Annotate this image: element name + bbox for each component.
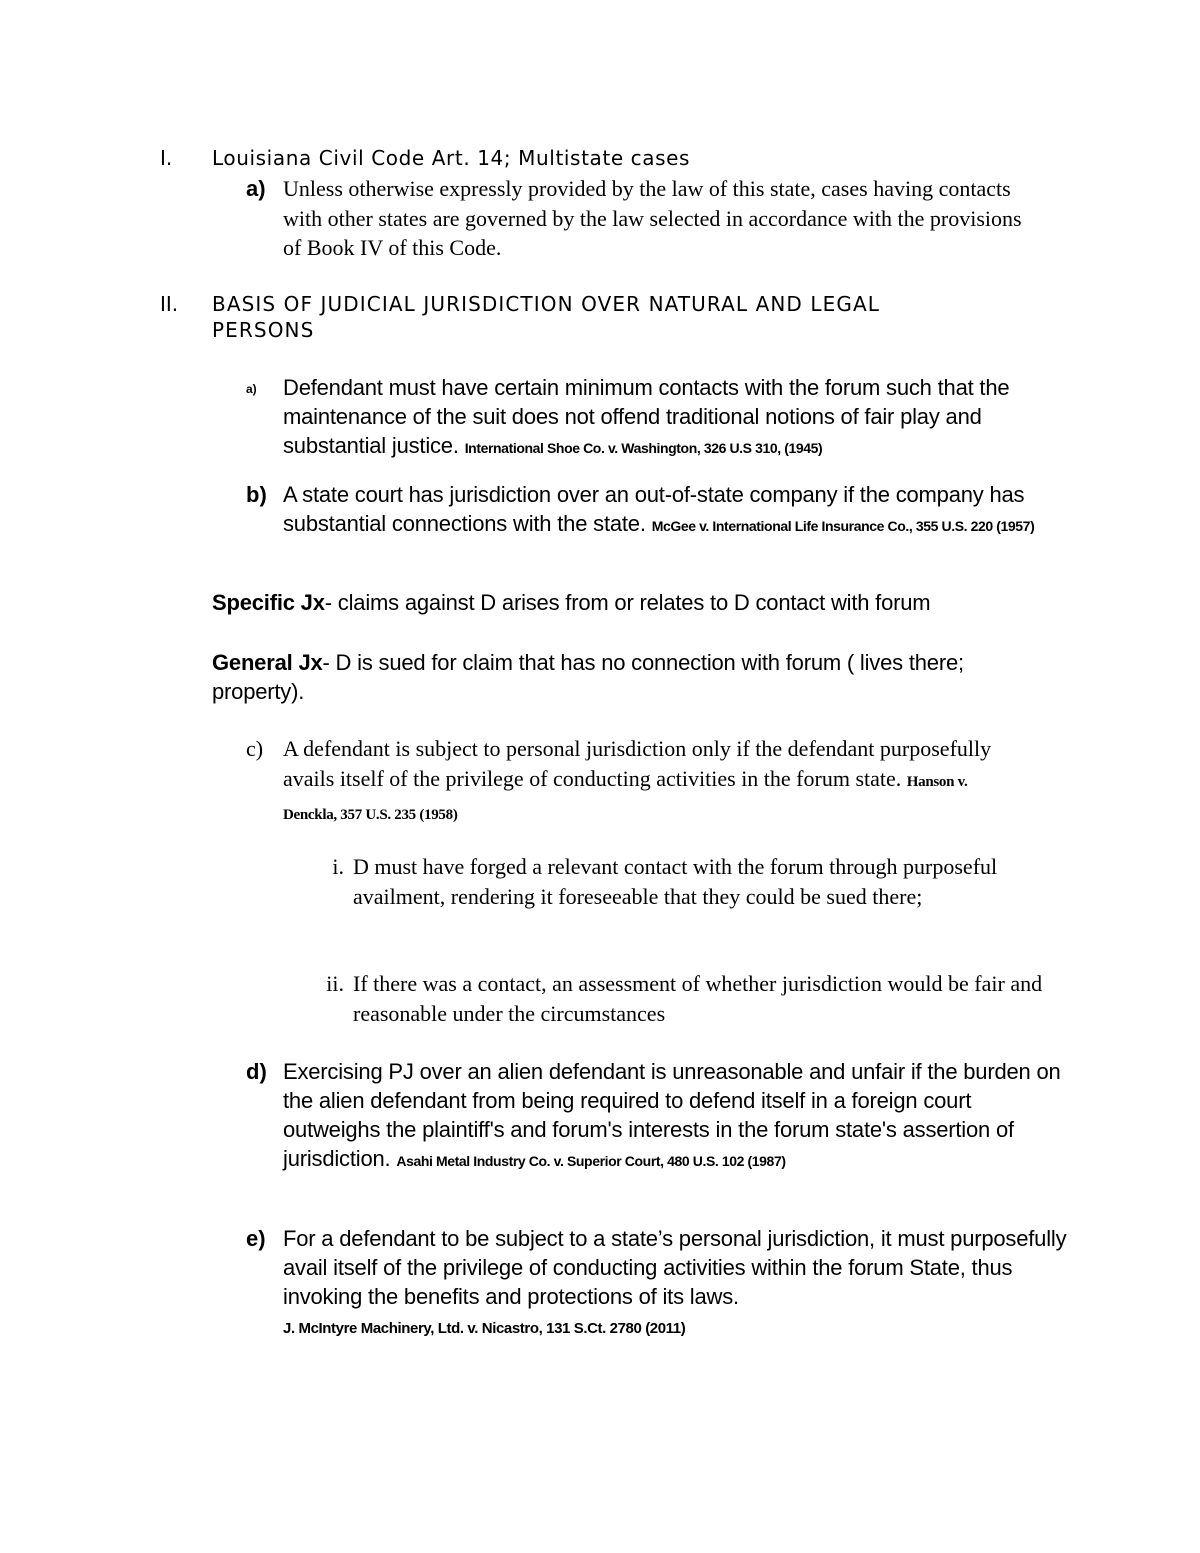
definition-term: Specific Jx [212, 590, 325, 615]
section-2-heading: BASIS OF JUDICIAL JURISDICTION OVER NATURAL AND LEGAL PERSONS [212, 292, 880, 342]
section-2-numeral: II. [160, 292, 179, 316]
item-label: b) [246, 482, 267, 507]
item-text-block [283, 373, 1043, 463]
section-1-numeral: I. [160, 146, 173, 170]
definition-term: General Jx [212, 650, 323, 675]
item-text-block [283, 1057, 1073, 1176]
case-citation: McGee v. International Life Insurance Co., 355 U.S. 220 (1957) [651, 518, 1035, 534]
item-text-block [283, 480, 1043, 541]
item-label: a) [246, 382, 257, 396]
item-text: Exercising PJ over an alien defendant is unreasonable and unfair if the burden on the alien defendant from being required to defend itself in a foreign court outweighs the plaintiff's and forum's interests in the forum state's assertion of jurisdiction. [283, 1059, 1061, 1171]
subitem-label: i. [332, 854, 344, 879]
case-citation: J. McIntyre Machinery, Ltd. v. Nicastro, 131 S.Ct. 2780 (2011) [283, 1320, 686, 1337]
item-label: e) [246, 1226, 266, 1251]
definition-text: - D is sued for claim that has no connection with forum ( lives there; property). [212, 650, 964, 704]
specific-jx-definition [212, 588, 1042, 617]
item-text: Unless otherwise expressly provided by the law of this state, cases having contacts with other states are governed by the law selected in accordance with the provisions of Book IV of this Code. [283, 176, 1022, 260]
item-label: a) [246, 176, 266, 201]
subitem-text: If there was a contact, an assessment of whether jurisdiction would be fair and reasonable under the circumstances [353, 971, 1043, 1026]
item-label: c) [246, 736, 264, 761]
item-text: For a defendant to be subject to a state’s personal jurisdiction, it must purposefully avail itself of the privilege of conducting activities within the forum State, thus invoking the benefits and protections of its laws. [283, 1226, 1067, 1309]
item-text-block [283, 734, 1018, 831]
section-1-heading: Louisiana Civil Code Art. 14; Multistate cases [212, 146, 691, 170]
case-citation: Asahi Metal Industry Co. v. Superior Court, 480 U.S. 102 (1987) [396, 1153, 786, 1169]
item-text: A defendant is subject to personal jurisdiction only if the defendant purposefully avails itself of the privilege of conducting activities in the forum state. [283, 736, 992, 791]
subitem-label: ii. [326, 971, 344, 996]
definition-text: - claims against D arises from or relates to D contact with forum [324, 590, 931, 615]
case-citation: International Shoe Co. v. Washington, 326 U.S 310, (1945) [464, 440, 823, 456]
item-text-block [283, 1224, 1073, 1343]
case-citation: Hanson v. Denckla, 357 U.S. 235 (1958) [283, 773, 968, 823]
subitem-text: D must have forged a relevant contact with the forum through purposeful availment, rendering it foreseeable that they could be sued there; [353, 854, 998, 909]
general-jx-definition [212, 648, 1012, 706]
item-text: Defendant must have certain minimum contacts with the forum such that the maintenance of the suit does not offend traditional notions of fair play and substantial justice. [283, 375, 1010, 458]
item-text: A state court has jurisdiction over an out-of-state company if the company has substantial connections with the state. [283, 482, 1025, 536]
item-label: d) [246, 1059, 267, 1084]
